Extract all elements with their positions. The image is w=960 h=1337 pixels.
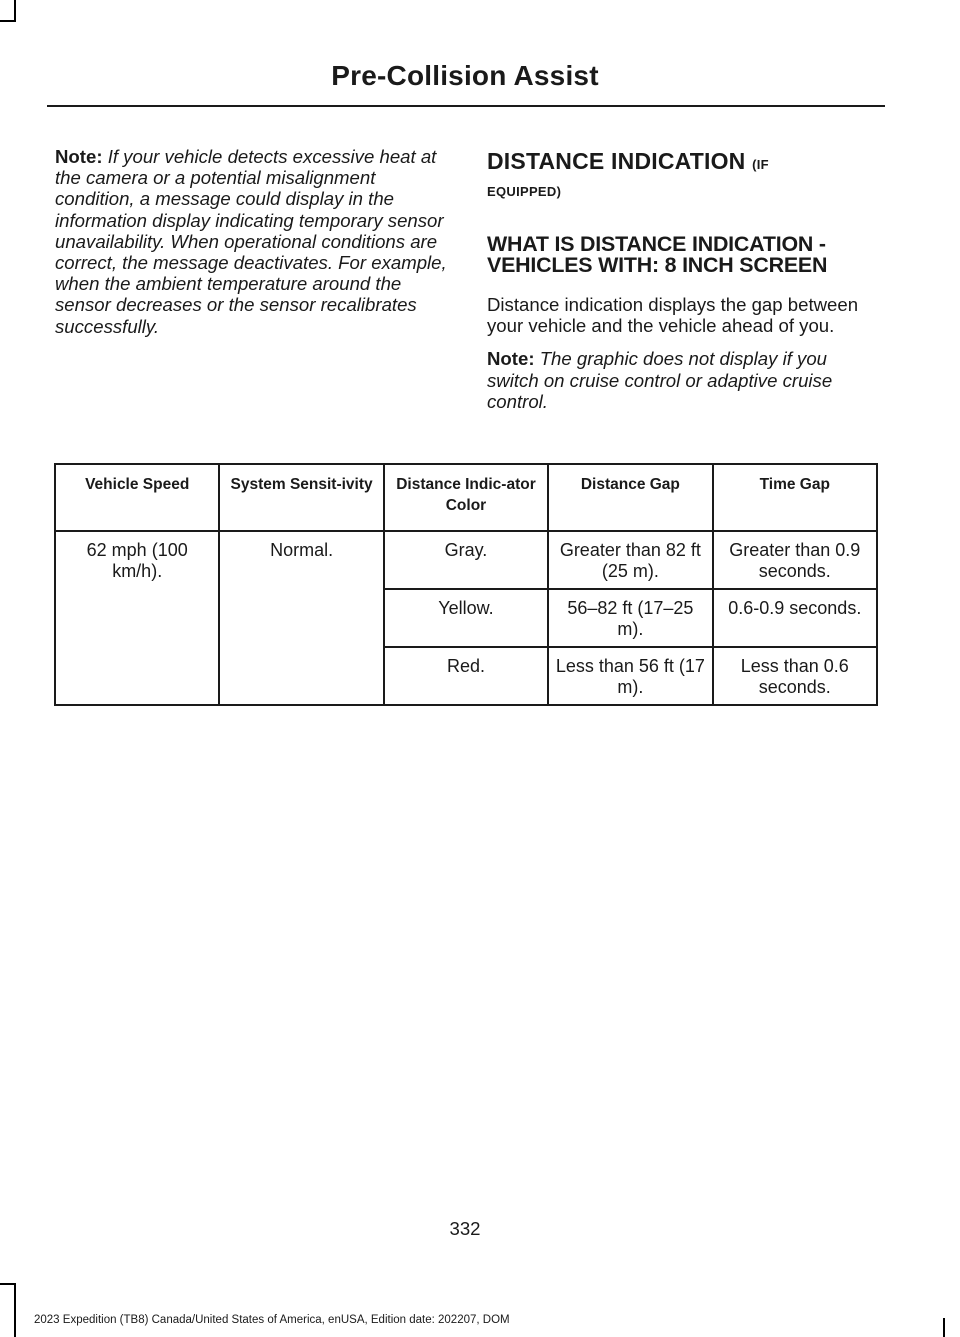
cell-time: Less than 0.6 seconds. (713, 647, 877, 705)
left-column (55, 146, 450, 337)
note-text: If your vehicle detects excessive heat at the camera or a potential misalignment condition, a message could display in the information display indicating temporary sensor unavailability. When operational conditions are correct, the message deactivates. For example, when the ambient temperature around the sensor decreases or the sensor recalibrates successfully. (55, 146, 447, 337)
crop-mark (14, 1283, 16, 1337)
cell-gap: Less than 56 ft (17 m). (548, 647, 712, 705)
body-paragraph: Distance indication displays the gap between your vehicle and the vehicle ahead of you. (487, 294, 859, 337)
cell-gap: Greater than 82 ft (25 m). (548, 531, 712, 589)
cell-time: Greater than 0.9 seconds. (713, 531, 877, 589)
header-rule (47, 105, 885, 107)
left-note (55, 146, 450, 337)
page-number: 332 (449, 1218, 481, 1239)
distance-table (54, 463, 878, 706)
header-vehicle-speed: Vehicle Speed (55, 464, 219, 531)
note-text: The graphic does not display if you switch on cruise control or adaptive cruise control. (487, 348, 833, 412)
cell-color: Yellow. (384, 589, 548, 647)
crop-mark (943, 1318, 945, 1337)
cell-color: Red. (384, 647, 548, 705)
crop-mark (0, 20, 16, 22)
note-label: Note: (487, 348, 535, 370)
cell-sensitivity: Normal. (219, 531, 383, 705)
section-heading-tag-2: EQUIPPED) (487, 184, 562, 199)
section-heading-tag: (IF (752, 157, 769, 172)
right-column (487, 146, 882, 412)
cell-speed: 62 mph (100 km/h). (55, 531, 219, 705)
subheading: WHAT IS DISTANCE INDICATION - VEHICLES WITH: 8 INCH SCREEN (487, 232, 828, 277)
header-distance-gap: Distance Gap (548, 464, 712, 531)
cell-gap: 56–82 ft (17–25 m). (548, 589, 712, 647)
cell-time: 0.6-0.9 seconds. (713, 589, 877, 647)
cell-color: Gray. (384, 531, 548, 589)
page-title: Pre-Collision Assist (331, 60, 599, 91)
footer: 2023 Expedition (TB8) Canada/United States of America, enUSA, Edition date: 202207, DOM (34, 1314, 510, 1326)
header-time-gap: Time Gap (713, 464, 877, 531)
crop-mark (14, 0, 16, 22)
note-label: Note: (55, 146, 103, 167)
right-note (487, 348, 882, 412)
crop-mark (0, 1283, 16, 1285)
section-heading-text: DISTANCE INDICATION (487, 148, 746, 174)
section-heading (487, 146, 882, 180)
table-row (55, 531, 877, 589)
table-header-row (55, 464, 877, 531)
header-indicator-color: Distance Indic-ator Color (384, 464, 548, 531)
header-system-sensitivity: System Sensit-ivity (219, 464, 383, 531)
